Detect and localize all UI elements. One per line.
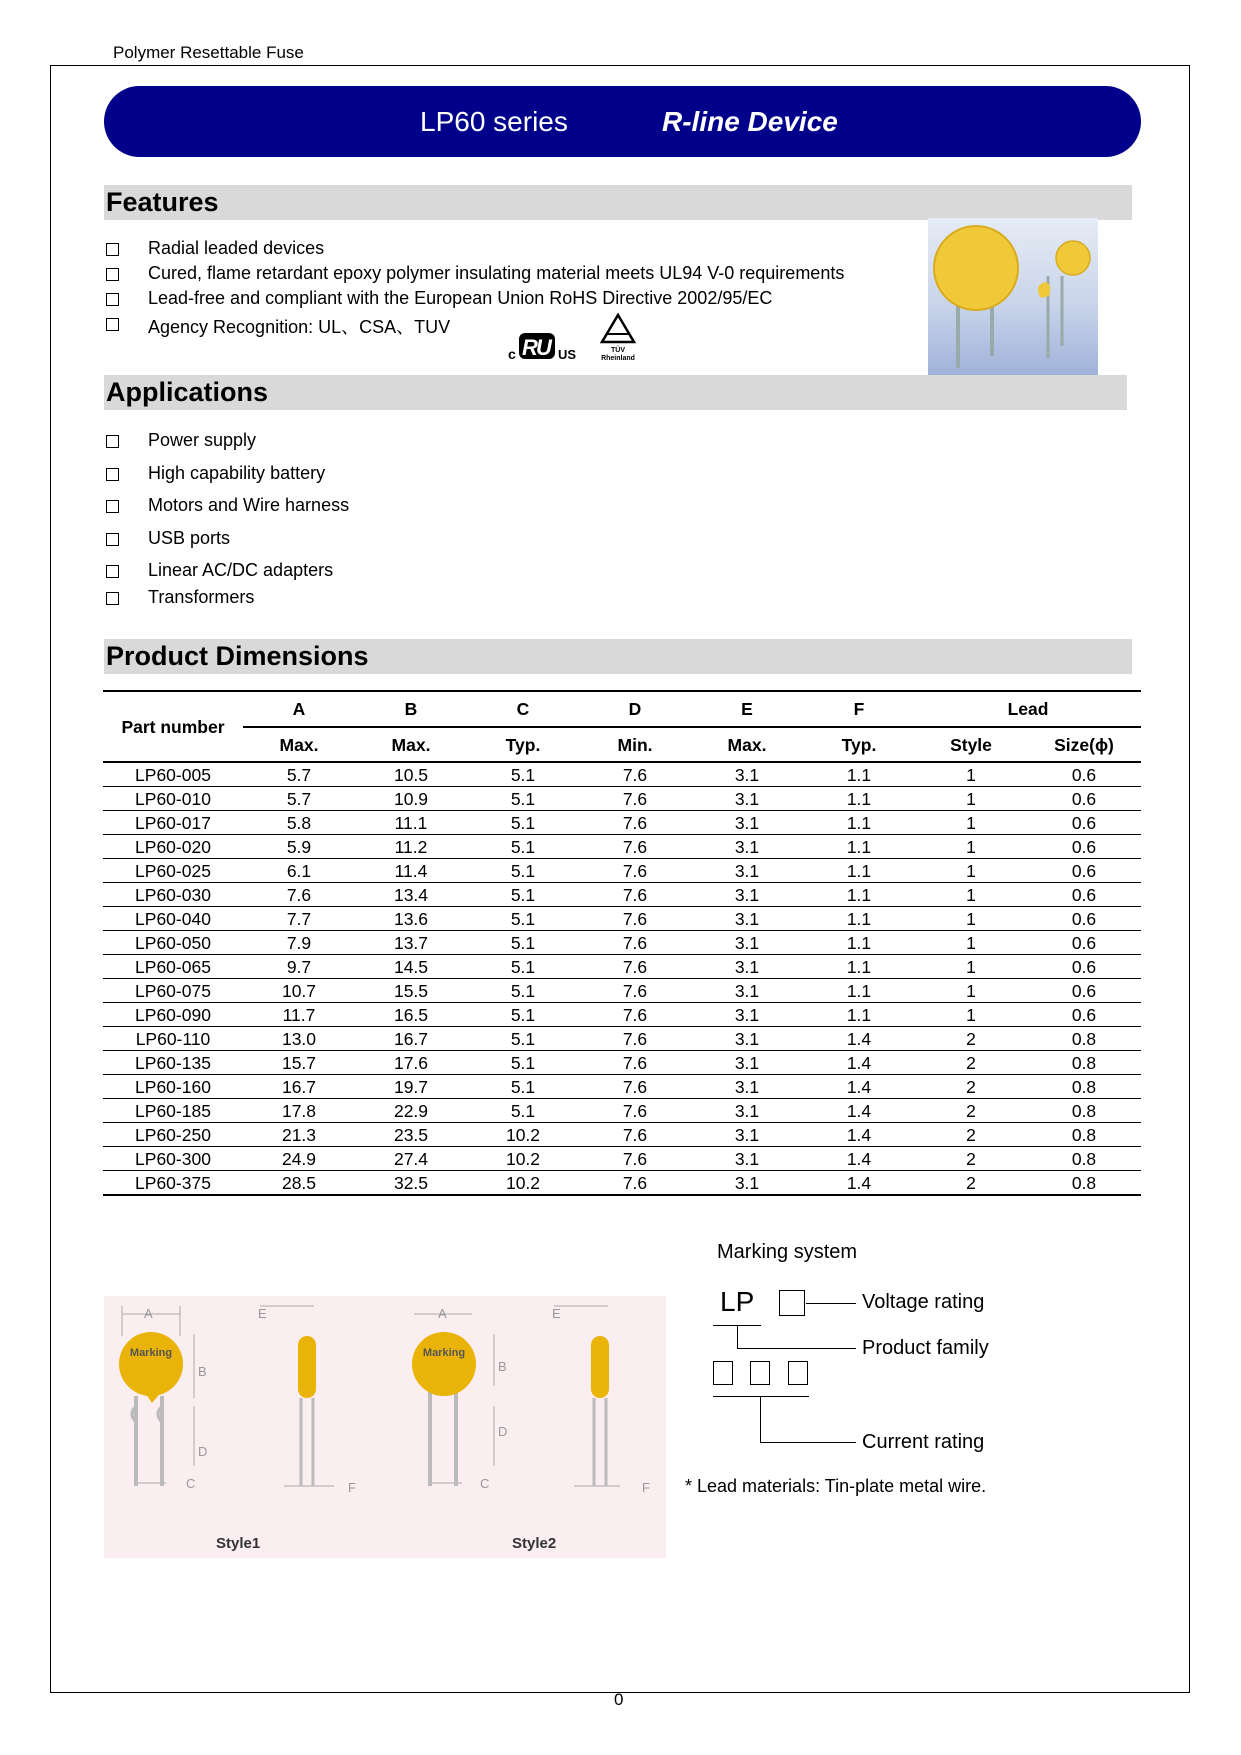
table-cell: 3.1 [691, 787, 803, 811]
svg-text:B: B [198, 1364, 207, 1379]
table-cell: 27.4 [355, 1147, 467, 1171]
table-cell: LP60-020 [103, 835, 243, 859]
table-cell: 5.1 [467, 811, 579, 835]
table-cell: 7.6 [579, 1027, 691, 1051]
table-cell: 10.5 [355, 762, 467, 787]
table-cell: 1 [915, 835, 1027, 859]
table-cell: LP60-040 [103, 907, 243, 931]
table-row [103, 859, 1141, 883]
current-leader-vertical [760, 1396, 761, 1442]
table-cell: 32.5 [355, 1171, 467, 1196]
table-cell: 3.1 [691, 811, 803, 835]
table-cell: 7.6 [579, 762, 691, 787]
col-lead-style: Style [915, 727, 1027, 762]
table-cell: 17.6 [355, 1051, 467, 1075]
table-cell: 1.1 [803, 811, 915, 835]
table-cell: 1.4 [803, 1123, 915, 1147]
table-cell: LP60-030 [103, 883, 243, 907]
applications-heading: Applications [104, 375, 1127, 410]
col-lead: Lead [915, 691, 1141, 727]
table-cell: 5.1 [467, 1003, 579, 1027]
col-c-sub: Typ. [467, 727, 579, 762]
table-cell: LP60-250 [103, 1123, 243, 1147]
table-cell: LP60-050 [103, 931, 243, 955]
table-cell: 24.9 [243, 1147, 355, 1171]
svg-text:Marking: Marking [422, 1347, 466, 1359]
table-cell: 1.1 [803, 931, 915, 955]
table-cell: 11.1 [355, 811, 467, 835]
svg-text:US: US [558, 347, 577, 362]
table-cell: 1 [915, 955, 1027, 979]
table-cell: LP60-075 [103, 979, 243, 1003]
table-cell: 10.2 [467, 1147, 579, 1171]
table-cell: 1 [915, 979, 1027, 1003]
product-photo [928, 218, 1098, 376]
table-cell: 1.1 [803, 787, 915, 811]
dimensions-table [103, 690, 1141, 1196]
table-cell: 1.4 [803, 1099, 915, 1123]
table-cell: 1.1 [803, 907, 915, 931]
lead-material-note: * Lead materials: Tin-plate metal wire. [685, 1476, 987, 1496]
table-row [103, 979, 1141, 1003]
table-cell: 0.8 [1027, 1027, 1141, 1051]
table-cell: LP60-025 [103, 859, 243, 883]
bullet-box-icon [106, 500, 119, 513]
table-cell: 0.6 [1027, 762, 1141, 787]
table-cell: 0.6 [1027, 787, 1141, 811]
table-cell: 0.6 [1027, 811, 1141, 835]
table-cell: LP60-185 [103, 1099, 243, 1123]
svg-text:c: c [508, 346, 516, 362]
table-cell: 22.9 [355, 1099, 467, 1123]
table-cell: 7.6 [579, 1123, 691, 1147]
table-cell: 11.4 [355, 859, 467, 883]
svg-text:C: C [186, 1476, 196, 1491]
current-box-1 [713, 1361, 733, 1385]
table-cell: 2 [915, 1123, 1027, 1147]
table-cell: 3.1 [691, 907, 803, 931]
table-row [103, 1051, 1141, 1075]
table-cell: 7.6 [243, 883, 355, 907]
table-cell: 5.1 [467, 931, 579, 955]
table-row [103, 1003, 1141, 1027]
voltage-box [779, 1290, 805, 1316]
table-cell: 1 [915, 883, 1027, 907]
bullet-box-icon [106, 533, 119, 546]
table-cell: 0.6 [1027, 1003, 1141, 1027]
svg-text:D: D [498, 1424, 508, 1439]
current-rating-label: Current rating [862, 1431, 985, 1453]
table-row [103, 1147, 1141, 1171]
table-cell: 1.1 [803, 859, 915, 883]
style-drawings [104, 1296, 666, 1558]
table-cell: 15.7 [243, 1051, 355, 1075]
table-cell: 5.8 [243, 811, 355, 835]
col-e: E [691, 691, 803, 727]
table-row [103, 1123, 1141, 1147]
table-cell: 3.1 [691, 1171, 803, 1196]
svg-text:TÜV: TÜV [611, 347, 625, 354]
table-cell: 7.6 [579, 955, 691, 979]
table-cell: 23.5 [355, 1123, 467, 1147]
table-cell: 7.9 [243, 931, 355, 955]
ul-certification-logo-icon [508, 330, 584, 362]
col-b: B [355, 691, 467, 727]
table-cell: 2 [915, 1099, 1027, 1123]
table-cell: 0.6 [1027, 835, 1141, 859]
svg-text:B: B [498, 1359, 507, 1374]
table-cell: 2 [915, 1171, 1027, 1196]
table-cell: 5.1 [467, 1099, 579, 1123]
table-cell: 10.2 [467, 1171, 579, 1196]
col-a: A [243, 691, 355, 727]
table-row [103, 811, 1141, 835]
table-cell: 5.1 [467, 979, 579, 1003]
current-box-2 [750, 1361, 770, 1385]
bullet-box-icon [106, 293, 119, 306]
table-cell: 9.7 [243, 955, 355, 979]
table-cell: 3.1 [691, 762, 803, 787]
table-cell: 11.2 [355, 835, 467, 859]
svg-text:C: C [480, 1476, 490, 1491]
table-cell: 1 [915, 859, 1027, 883]
family-leader-vertical [737, 1325, 738, 1348]
table-cell: 7.6 [579, 883, 691, 907]
bullet-box-icon [106, 318, 119, 331]
table-cell: 3.1 [691, 835, 803, 859]
table-row [103, 762, 1141, 787]
table-cell: LP60-005 [103, 762, 243, 787]
table-cell: 0.6 [1027, 907, 1141, 931]
table-cell: 2 [915, 1051, 1027, 1075]
table-cell: 5.1 [467, 1027, 579, 1051]
table-row [103, 1171, 1141, 1196]
table-cell: 3.1 [691, 859, 803, 883]
bullet-box-icon [106, 268, 119, 281]
table-cell: 3.1 [691, 1003, 803, 1027]
table-row [103, 907, 1141, 931]
col-part-number: Part number [103, 691, 243, 762]
table-cell: 7.7 [243, 907, 355, 931]
table-cell: 7.6 [579, 907, 691, 931]
table-cell: 3.1 [691, 883, 803, 907]
col-lead-size: Size(ϕ) [1027, 727, 1141, 762]
table-cell: 2 [915, 1147, 1027, 1171]
table-cell: 5.1 [467, 787, 579, 811]
table-cell: 7.6 [579, 1171, 691, 1196]
table-cell: 3.1 [691, 1147, 803, 1171]
table-cell: 0.8 [1027, 1123, 1141, 1147]
table-cell: 7.6 [579, 787, 691, 811]
table-cell: 0.6 [1027, 883, 1141, 907]
table-row [103, 787, 1141, 811]
col-f: F [803, 691, 915, 727]
table-cell: 3.1 [691, 931, 803, 955]
table-cell: 1 [915, 931, 1027, 955]
table-cell: 7.6 [579, 979, 691, 1003]
table-cell: 1.1 [803, 835, 915, 859]
table-cell: 0.6 [1027, 931, 1141, 955]
table-cell: 0.6 [1027, 859, 1141, 883]
table-cell: 5.1 [467, 955, 579, 979]
table-cell: 1 [915, 811, 1027, 835]
table-cell: 7.6 [579, 859, 691, 883]
page-number: 0 [614, 1690, 624, 1709]
table-cell: 10.7 [243, 979, 355, 1003]
table-cell: 16.5 [355, 1003, 467, 1027]
table-cell: 0.8 [1027, 1051, 1141, 1075]
table-cell: 3.1 [691, 1075, 803, 1099]
table-cell: 3.1 [691, 1123, 803, 1147]
col-f-sub: Typ. [803, 727, 915, 762]
table-cell: 5.1 [467, 883, 579, 907]
table-cell: 10.2 [467, 1123, 579, 1147]
features-heading: Features [104, 185, 1132, 220]
marking-prefix: LP [720, 1286, 755, 1317]
table-cell: 7.6 [579, 1003, 691, 1027]
tuv-certification-logo-icon [596, 312, 644, 362]
table-cell: 0.6 [1027, 979, 1141, 1003]
table-cell: 0.6 [1027, 955, 1141, 979]
table-cell: 1 [915, 1003, 1027, 1027]
table-row [103, 955, 1141, 979]
table-cell: 13.0 [243, 1027, 355, 1051]
svg-text:Style1: Style1 [216, 1535, 261, 1552]
table-cell: 1.4 [803, 1051, 915, 1075]
table-cell: 7.6 [579, 1075, 691, 1099]
table-cell: 3.1 [691, 955, 803, 979]
table-cell: 11.7 [243, 1003, 355, 1027]
table-cell: 1.1 [803, 979, 915, 1003]
table-cell: 5.7 [243, 762, 355, 787]
svg-text:F: F [642, 1480, 650, 1495]
bullet-box-icon [106, 435, 119, 448]
table-cell: 16.7 [243, 1075, 355, 1099]
table-cell: 1 [915, 907, 1027, 931]
svg-text:Rheinland: Rheinland [601, 355, 635, 362]
table-cell: 3.1 [691, 1027, 803, 1051]
bullet-box-icon [106, 565, 119, 578]
table-cell: 17.8 [243, 1099, 355, 1123]
table-cell: 1.1 [803, 1003, 915, 1027]
table-cell: 21.3 [243, 1123, 355, 1147]
dimensions-heading: Product Dimensions [104, 639, 1132, 674]
table-cell: 13.7 [355, 931, 467, 955]
table-cell: 1 [915, 762, 1027, 787]
table-cell: LP60-090 [103, 1003, 243, 1027]
col-e-sub: Max. [691, 727, 803, 762]
col-d-sub: Min. [579, 727, 691, 762]
svg-text:U: U [536, 335, 552, 360]
table-row [103, 931, 1141, 955]
document-header: Polymer Resettable Fuse [113, 43, 304, 62]
table-cell: 7.6 [579, 1147, 691, 1171]
table-cell: LP60-017 [103, 811, 243, 835]
table-cell: 5.1 [467, 1051, 579, 1075]
svg-text:R: R [522, 335, 538, 360]
table-cell: 1.4 [803, 1027, 915, 1051]
voltage-rating-label: Voltage rating [862, 1291, 985, 1313]
table-cell: 0.8 [1027, 1147, 1141, 1171]
table-row [103, 835, 1141, 859]
table-cell: 5.9 [243, 835, 355, 859]
table-cell: 3.1 [691, 1051, 803, 1075]
title-banner [104, 86, 1141, 157]
table-cell: 2 [915, 1027, 1027, 1051]
table-cell: LP60-375 [103, 1171, 243, 1196]
table-cell: 10.9 [355, 787, 467, 811]
table-cell: 15.5 [355, 979, 467, 1003]
product-family-label: Product family [862, 1337, 989, 1359]
table-cell: 7.6 [579, 811, 691, 835]
svg-text:E: E [258, 1306, 267, 1321]
table-cell: LP60-300 [103, 1147, 243, 1171]
table-cell: 13.6 [355, 907, 467, 931]
current-box-3 [788, 1361, 808, 1385]
table-cell: 3.1 [691, 979, 803, 1003]
current-leader-horizontal [760, 1442, 856, 1443]
table-cell: 5.1 [467, 907, 579, 931]
svg-text:D: D [198, 1444, 208, 1459]
table-cell: 5.7 [243, 787, 355, 811]
table-cell: 1.1 [803, 883, 915, 907]
table-cell: 0.8 [1027, 1075, 1141, 1099]
svg-text:Marking: Marking [129, 1347, 173, 1359]
table-cell: LP60-135 [103, 1051, 243, 1075]
marking-system-title: Marking system [717, 1241, 858, 1263]
table-cell: 5.1 [467, 835, 579, 859]
table-cell: 5.1 [467, 1075, 579, 1099]
table-cell: 19.7 [355, 1075, 467, 1099]
dimensions-table-body [103, 762, 1141, 1195]
current-underline [713, 1396, 809, 1397]
bullet-box-icon [106, 468, 119, 481]
table-cell: 28.5 [243, 1171, 355, 1196]
table-cell: 1.4 [803, 1147, 915, 1171]
table-cell: 5.1 [467, 762, 579, 787]
table-row [103, 883, 1141, 907]
table-cell: 1.4 [803, 1171, 915, 1196]
table-row [103, 1075, 1141, 1099]
voltage-leader-line [806, 1303, 856, 1304]
table-cell: 5.1 [467, 859, 579, 883]
series-title: LP60 series [420, 106, 568, 137]
table-row [103, 1099, 1141, 1123]
table-cell: 0.8 [1027, 1099, 1141, 1123]
table-cell: 3.1 [691, 1099, 803, 1123]
table-cell: 1.1 [803, 762, 915, 787]
svg-text:F: F [348, 1480, 356, 1495]
table-cell: 7.6 [579, 931, 691, 955]
table-cell: 7.6 [579, 1051, 691, 1075]
col-d: D [579, 691, 691, 727]
table-cell: LP60-065 [103, 955, 243, 979]
table-cell: 6.1 [243, 859, 355, 883]
table-cell: LP60-110 [103, 1027, 243, 1051]
bullet-box-icon [106, 243, 119, 256]
table-cell: LP60-010 [103, 787, 243, 811]
table-cell: 7.6 [579, 835, 691, 859]
svg-text:Style2: Style2 [512, 1535, 557, 1552]
col-b-sub: Max. [355, 727, 467, 762]
table-cell: 2 [915, 1075, 1027, 1099]
device-title: R-line Device [662, 106, 838, 137]
bullet-box-icon [106, 592, 119, 605]
table-cell: 0.8 [1027, 1171, 1141, 1196]
family-leader-horizontal [737, 1348, 856, 1349]
svg-text:A: A [144, 1306, 153, 1321]
svg-text:A: A [438, 1306, 447, 1321]
table-cell: 1.1 [803, 955, 915, 979]
table-cell: 14.5 [355, 955, 467, 979]
table-cell: 7.6 [579, 1099, 691, 1123]
table-cell: LP60-160 [103, 1075, 243, 1099]
col-a-sub: Max. [243, 727, 355, 762]
col-c: C [467, 691, 579, 727]
table-cell: 16.7 [355, 1027, 467, 1051]
table-cell: 13.4 [355, 883, 467, 907]
table-row [103, 1027, 1141, 1051]
table-cell: 1 [915, 787, 1027, 811]
table-cell: 1.4 [803, 1075, 915, 1099]
svg-text:E: E [552, 1306, 561, 1321]
